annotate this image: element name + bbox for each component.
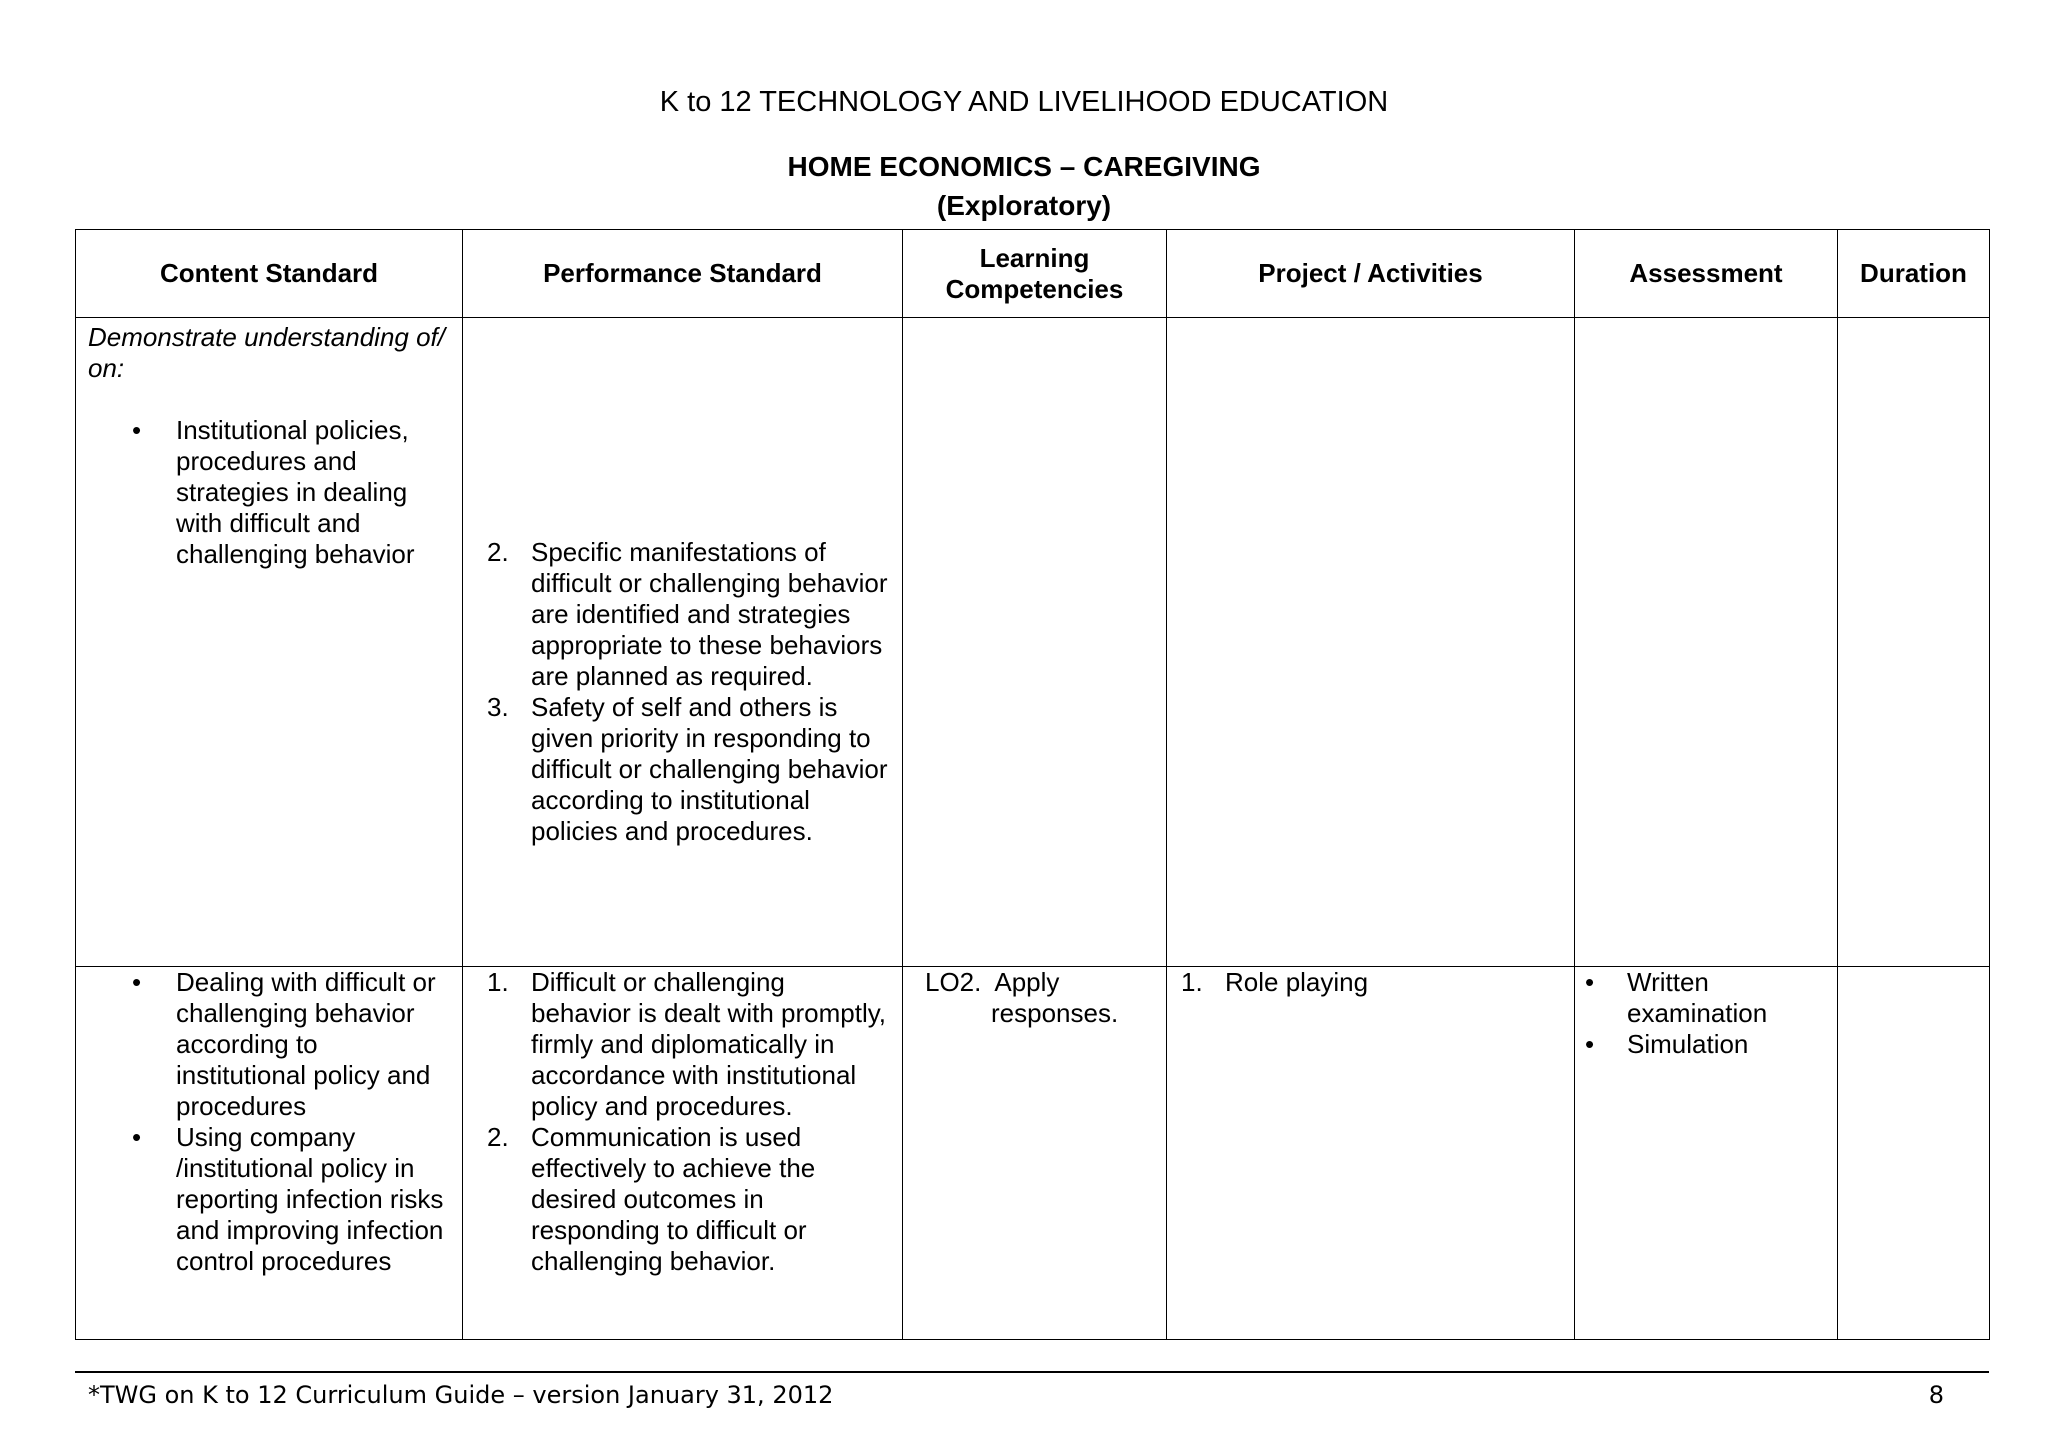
header-duration: Duration [1838, 230, 1990, 318]
footer-divider [75, 1371, 1989, 1373]
row2-performance-standard [463, 967, 903, 1340]
competency-text: responses. [991, 998, 1119, 1028]
row2-assessment [1575, 967, 1838, 1340]
table-row [76, 318, 1990, 967]
page-number: 8 [1928, 1381, 1944, 1409]
performance-item: 3. Safety of self and others is given priority in responding to difficult or challenging behavior according to institutional policies and procedures. [487, 692, 888, 846]
content-bullet: • Dealing with difficult or challenging behavior according to institutional policy and procedures [88, 967, 450, 1122]
table-row [76, 967, 1990, 1340]
performance-item: 2. Communication is used effectively to achieve the desired outcomes in responding to difficult or challenging behavior. [487, 1122, 816, 1276]
document-title: K to 12 TECHNOLOGY AND LIVELIHOOD EDUCATION [659, 86, 1389, 118]
document-subtitle-exploratory: (Exploratory) [936, 190, 1112, 221]
row1-duration [1838, 318, 1990, 967]
table-header-row [76, 230, 1990, 318]
content-bullet: • Using company /institutional policy in reporting infection risks and improving infection control procedures [88, 1122, 450, 1277]
document-subtitle: HOME ECONOMICS – CAREGIVING [787, 151, 1261, 182]
header-project-activities: Project / Activities [1167, 230, 1575, 318]
header-learning-competencies: Learning Competencies [903, 230, 1167, 318]
performance-item: 1. Difficult or challenging behavior is dealt with promptly, firmly and diplomatically in accordance with institutional policy and procedures. [487, 967, 887, 1121]
header-assessment: Assessment [1575, 230, 1838, 318]
assessment-bullet: • Written examination [1585, 967, 1825, 1029]
curriculum-table [75, 229, 1990, 1340]
row2-learning-competencies [903, 967, 1167, 1340]
row1-project-activities [1167, 318, 1575, 967]
assessment-bullet: • Simulation [1585, 1029, 1825, 1060]
row1-content-standard [76, 318, 463, 967]
row1-learning-competencies [903, 318, 1167, 967]
project-item: 1. Role playing [1181, 967, 1369, 997]
row1-assessment [1575, 318, 1838, 967]
footer-text: *TWG on K to 12 Curriculum Guide – version January 31, 2012 [88, 1381, 834, 1409]
competency-label: LO2. Apply [925, 967, 1060, 997]
row2-duration [1838, 967, 1990, 1340]
row2-project-activities [1167, 967, 1575, 1340]
content-intro: Demonstrate understanding of/ on: [88, 322, 445, 383]
content-bullet: • Institutional policies, procedures and strategies in dealing with difficult and challenging behavior [88, 415, 450, 570]
header-performance-standard: Performance Standard [463, 230, 903, 318]
performance-item: 2. Specific manifestations of difficult or challenging behavior are identified and strategies appropriate to these behaviors are planned as required. [487, 537, 888, 691]
row2-content-standard [76, 967, 463, 1340]
header-content-standard: Content Standard [76, 230, 463, 318]
row1-performance-standard [463, 318, 903, 967]
